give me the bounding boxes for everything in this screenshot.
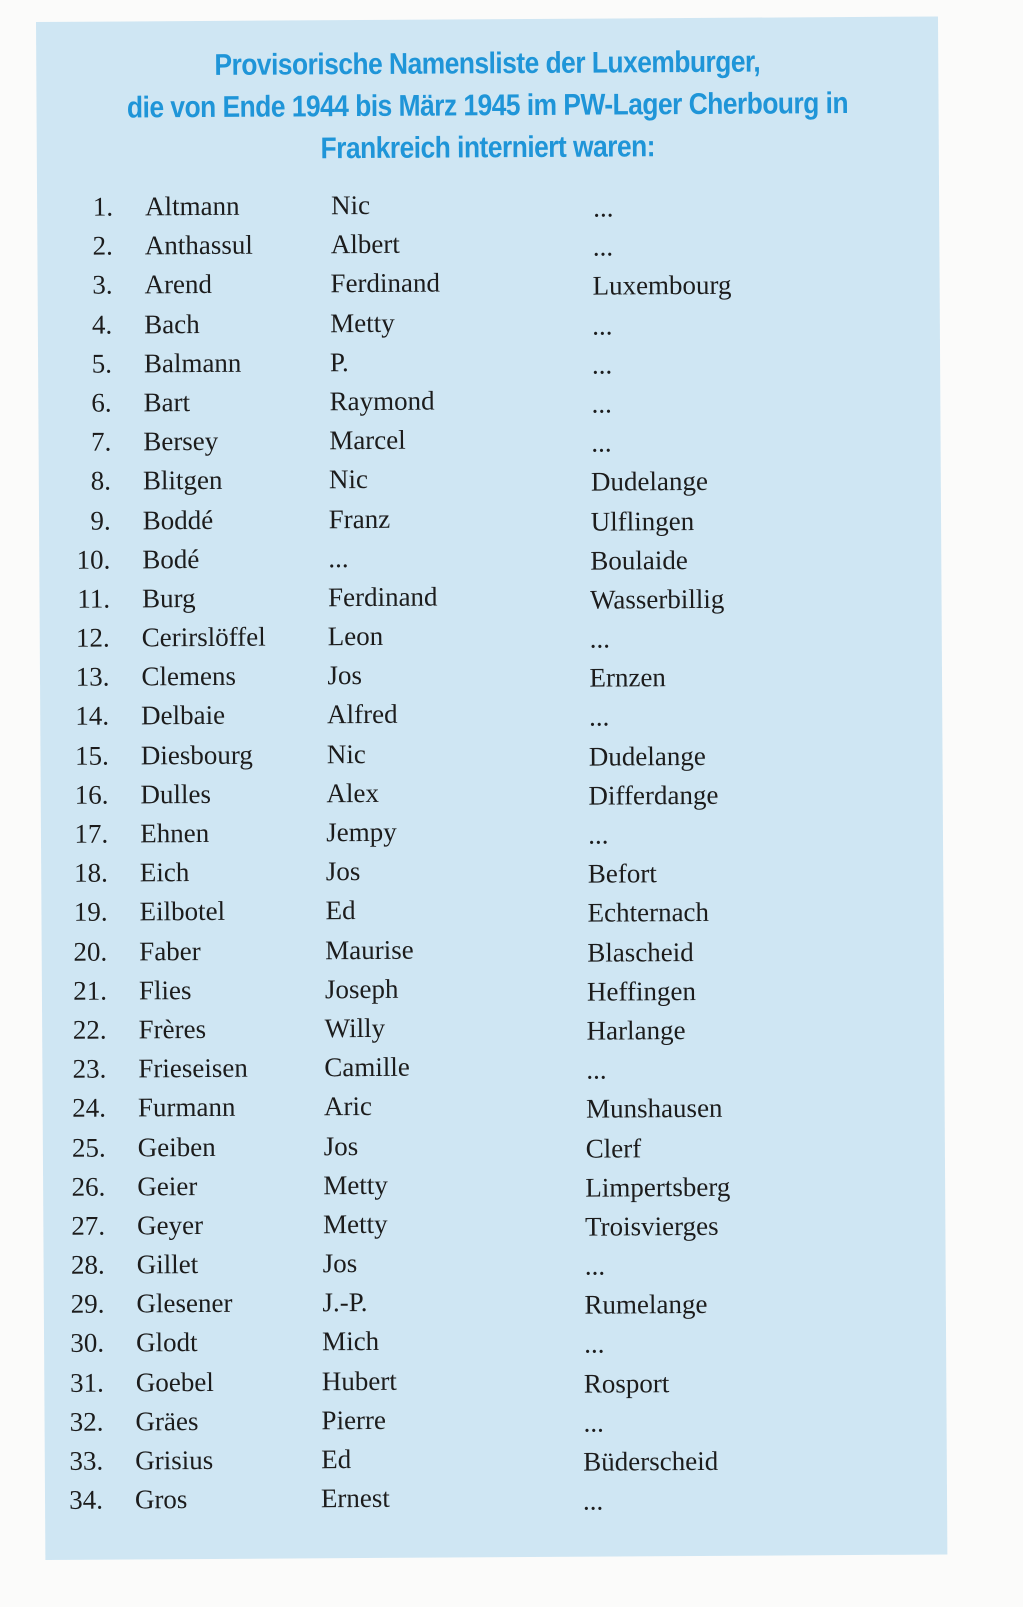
entry-number: 5. — [91, 348, 112, 379]
entry-place: Clerf — [585, 1132, 642, 1164]
entry-surname: Geier — [137, 1170, 198, 1202]
entry-surname: Bach — [144, 308, 200, 339]
list-item — [36, 263, 938, 308]
entry-number: 27. — [71, 1210, 106, 1241]
entry-surname: Dulles — [140, 778, 212, 810]
entry-number: 26. — [71, 1171, 106, 1202]
list-item — [29, 1243, 931, 1288]
entry-place: ... — [591, 388, 612, 419]
entry-firstname: Hubert — [321, 1365, 397, 1396]
entry-firstname: Camille — [324, 1051, 410, 1083]
entry-number: 32. — [69, 1406, 104, 1437]
entry-place: Dudelange — [588, 740, 706, 772]
entry-number: 23. — [72, 1053, 107, 1084]
list-item — [28, 1321, 930, 1366]
list-item — [27, 1478, 929, 1523]
title-line-2: die von Ende 1944 bis März 1945 im PW-Lager Cherbourg in — [126, 87, 849, 125]
entry-place: Büderscheid — [583, 1445, 719, 1477]
entry-place: ... — [583, 1407, 604, 1438]
list-item — [37, 224, 939, 269]
entry-number: 7. — [90, 426, 112, 457]
list-item — [29, 1164, 931, 1209]
entry-surname: Blitgen — [142, 465, 223, 496]
entry-surname: Gros — [134, 1484, 188, 1515]
entry-place: Heffingen — [586, 975, 696, 1007]
entry-place: ... — [582, 1485, 604, 1516]
entry-firstname: Albert — [330, 228, 400, 260]
entry-place: ... — [591, 349, 613, 380]
entry-place: Rumelange — [584, 1289, 708, 1320]
entry-place: Dudelange — [590, 466, 709, 497]
entry-firstname: Ferdinand — [330, 267, 441, 299]
entry-firstname: Nic — [326, 738, 366, 769]
list-item — [36, 341, 938, 386]
entry-firstname: Ed — [325, 895, 356, 926]
entry-number: 19. — [73, 896, 108, 928]
entry-number: 11. — [77, 583, 111, 614]
entry-surname: Arend — [144, 269, 213, 300]
entry-place: ... — [584, 1328, 605, 1360]
entry-place: ... — [593, 192, 614, 223]
entry-place: ... — [588, 819, 609, 850]
list-item — [33, 655, 935, 700]
entry-place: Rosport — [583, 1367, 670, 1399]
entry-surname: Bart — [143, 387, 191, 418]
entry-firstname: ... — [328, 542, 349, 573]
entry-firstname: Mich — [322, 1326, 380, 1357]
entry-firstname: Ernest — [320, 1483, 390, 1514]
entry-firstname: Metty — [330, 307, 395, 338]
list-item — [32, 772, 934, 817]
entry-surname: Boddé — [142, 504, 214, 535]
entry-surname: Glodt — [136, 1327, 198, 1358]
list-item — [31, 929, 933, 974]
entry-firstname: Pierre — [321, 1404, 387, 1436]
entry-firstname: Leon — [327, 620, 384, 652]
entry-number: 25. — [71, 1132, 106, 1163]
list-item — [28, 1282, 930, 1327]
entry-firstname: Raymond — [329, 385, 435, 417]
entry-place: Befort — [587, 858, 657, 889]
entry-firstname: Jos — [323, 1130, 359, 1161]
entry-place: ... — [592, 231, 614, 262]
list-item — [27, 1399, 929, 1444]
entry-firstname: P. — [329, 346, 349, 377]
entry-place: ... — [586, 1054, 607, 1085]
entry-place: Blascheid — [587, 936, 694, 968]
entry-place: Wasserbillig — [589, 583, 725, 615]
entry-number: 28. — [70, 1249, 105, 1280]
list-item — [32, 851, 934, 896]
entry-number: 6. — [91, 387, 112, 418]
entry-surname: Geyer — [136, 1209, 204, 1241]
entry-number: 29. — [70, 1288, 105, 1320]
list-item — [28, 1360, 930, 1405]
entry-surname: Glesener — [136, 1288, 233, 1319]
entry-surname: Diesbourg — [140, 739, 253, 770]
entry-surname: Gräes — [135, 1405, 199, 1437]
list-item — [34, 537, 936, 582]
title-line-1: Provisorische Namensliste der Luxemburger, — [214, 45, 761, 82]
entry-place: Ulflingen — [590, 505, 695, 537]
entry-firstname: Maurise — [325, 934, 414, 965]
entry-number: 20. — [73, 936, 108, 967]
list-item — [35, 459, 937, 504]
entry-firstname: Metty — [322, 1208, 388, 1240]
entry-number: 31. — [69, 1367, 104, 1398]
entry-firstname: Marcel — [329, 424, 406, 456]
entry-place: Boulaide — [590, 544, 688, 576]
entry-firstname: Joseph — [324, 973, 399, 1005]
entry-number: 22. — [72, 1014, 107, 1045]
entry-number: 13. — [75, 661, 110, 693]
entry-place: ... — [589, 701, 610, 733]
entry-number: 2. — [92, 230, 113, 261]
list-title — [90, 41, 885, 172]
entry-surname: Furmann — [137, 1092, 236, 1123]
list-item — [35, 380, 937, 425]
entry-place: Limpertsberg — [585, 1171, 731, 1203]
entry-number: 1. — [92, 191, 114, 222]
entry-surname: Frères — [138, 1013, 207, 1045]
entry-firstname: Aric — [323, 1091, 373, 1122]
entry-firstname: Alfred — [327, 699, 398, 730]
entry-place: ... — [584, 1250, 606, 1281]
entry-firstname: Ferdinand — [327, 581, 438, 613]
list-item — [30, 1086, 932, 1131]
entry-number: 4. — [91, 309, 113, 340]
list-item — [33, 733, 935, 778]
entry-number: 33. — [69, 1445, 104, 1476]
entry-surname: Cerirslöffel — [141, 621, 266, 653]
entry-firstname: Alex — [326, 777, 380, 809]
entry-number: 18. — [74, 857, 108, 888]
entry-place: ... — [591, 427, 612, 458]
entry-surname: Gillet — [136, 1249, 199, 1280]
entry-surname: Grisius — [135, 1444, 214, 1476]
entry-number: 12. — [75, 622, 110, 653]
entry-surname: Bodé — [142, 543, 200, 575]
entry-number: 24. — [72, 1092, 107, 1124]
entry-number: 15. — [74, 740, 109, 771]
entry-firstname: Ed — [321, 1444, 352, 1475]
entry-firstname: Jos — [322, 1248, 358, 1279]
entry-firstname: Nic — [331, 189, 371, 221]
entry-surname: Flies — [138, 974, 192, 1006]
entry-number: 10. — [76, 544, 111, 575]
entry-surname: Frieseisen — [138, 1052, 248, 1084]
entry-firstname: Nic — [328, 464, 369, 495]
entry-number: 14. — [75, 701, 110, 732]
entry-place: Ernzen — [589, 662, 666, 693]
entry-number: 3. — [92, 269, 113, 301]
list-item — [34, 616, 936, 661]
entry-place: Harlange — [586, 1014, 686, 1046]
entry-place: ... — [592, 310, 613, 341]
list-item — [30, 1125, 932, 1170]
title-line-3: Frankreich interniert waren: — [320, 130, 656, 166]
entry-number: 17. — [74, 818, 109, 849]
list-item — [29, 1203, 931, 1248]
entry-place: Troisvierges — [584, 1210, 719, 1242]
entry-number: 30. — [70, 1328, 105, 1359]
entry-place: Echternach — [587, 897, 710, 929]
entry-number: 34. — [69, 1484, 103, 1516]
entry-surname: Geiben — [137, 1131, 216, 1162]
entry-number: 16. — [74, 779, 109, 810]
entry-place: Munshausen — [585, 1093, 723, 1124]
entry-number: 21. — [73, 975, 108, 1006]
list-item — [37, 184, 939, 229]
list-item — [30, 1047, 932, 1092]
list-item — [31, 890, 933, 935]
entry-firstname: J.-P. — [322, 1287, 368, 1318]
name-list — [37, 184, 947, 1522]
entry-surname: Balmann — [143, 347, 242, 379]
entry-place: ... — [589, 623, 611, 654]
list-item — [35, 498, 937, 543]
entry-number: 8. — [90, 465, 112, 496]
entry-firstname: Willy — [324, 1012, 386, 1044]
entry-surname: Bersey — [143, 426, 219, 457]
list-item — [36, 302, 938, 347]
entry-firstname: Jempy — [326, 816, 397, 848]
entry-firstname: Jos — [327, 660, 363, 691]
entry-surname: Eilbotel — [139, 896, 226, 927]
entry-place: Differdange — [588, 779, 719, 811]
entry-surname: Ehnen — [140, 817, 210, 849]
entry-surname: Eich — [139, 857, 190, 888]
entry-surname: Clemens — [141, 661, 236, 692]
entry-place: Luxembourg — [592, 270, 732, 301]
entry-firstname: Franz — [328, 503, 391, 534]
list-item — [31, 968, 933, 1013]
name-list-panel — [36, 16, 947, 1559]
entry-surname: Goebel — [135, 1366, 214, 1398]
entry-surname: Anthassul — [144, 229, 253, 261]
entry-surname: Burg — [141, 582, 196, 614]
list-item — [35, 420, 937, 465]
list-item — [31, 1007, 933, 1052]
entry-surname: Faber — [139, 935, 201, 966]
list-item — [27, 1439, 929, 1484]
entry-number: 9. — [90, 505, 111, 536]
entry-firstname: Jos — [325, 856, 361, 887]
entry-firstname: Metty — [323, 1169, 388, 1200]
list-item — [33, 694, 935, 739]
entry-surname: Delbaie — [141, 700, 226, 731]
list-item — [34, 576, 936, 621]
entry-surname: Altmann — [145, 190, 240, 222]
list-item — [32, 812, 934, 857]
